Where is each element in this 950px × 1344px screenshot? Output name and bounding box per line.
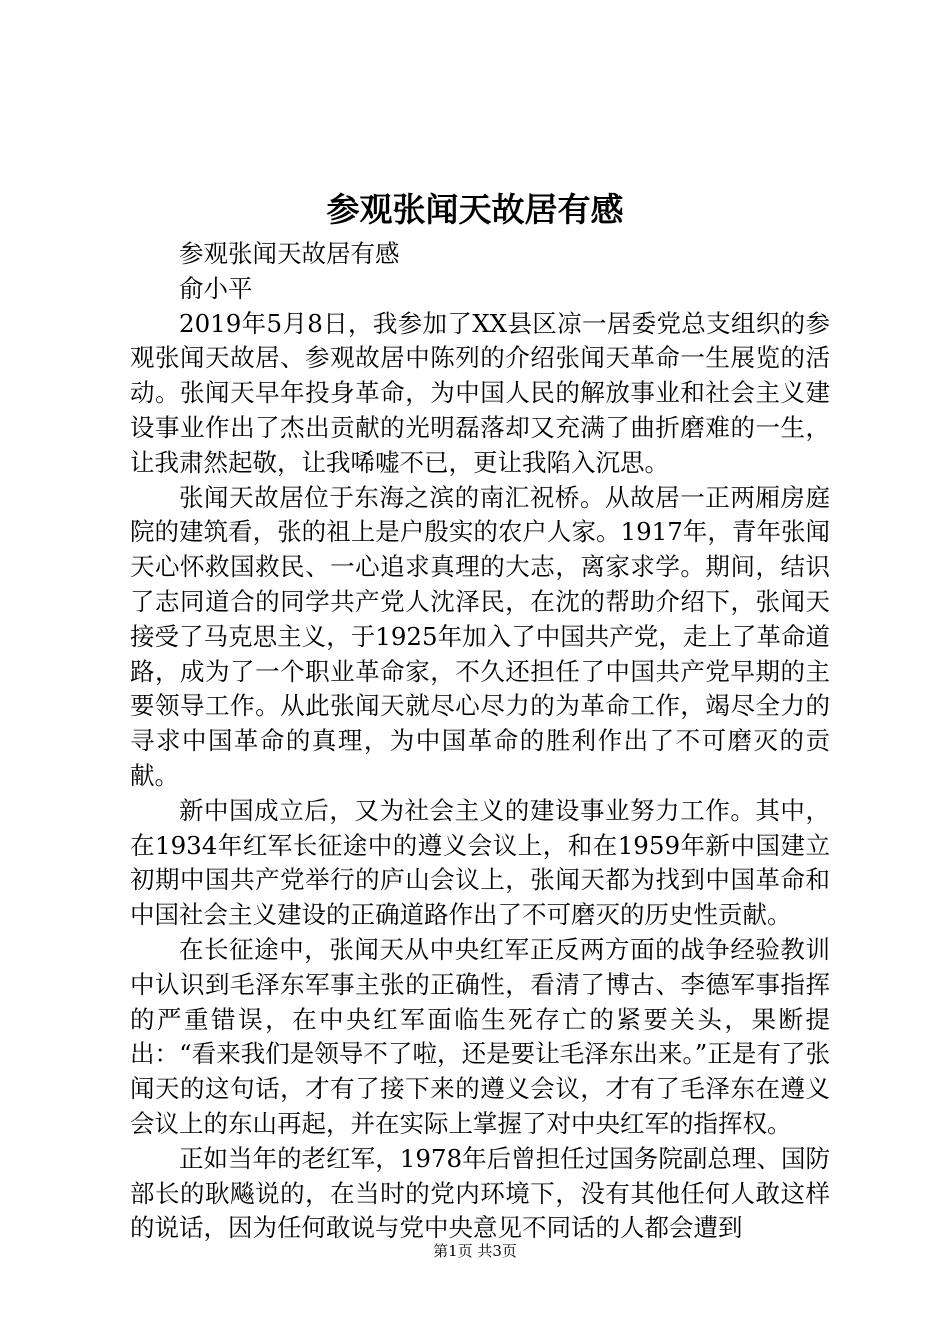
paragraph: 在长征途中，张闻天从中央红军正反两方面的战争经验教训中认识到毛泽东军事主张的正确性，看清了博古、李德军事指挥的严重错误，在中央红军面临生死存亡的紧要关头，果断提出：“看来我们是领导不了啦，还是要让毛泽东出来。”正是有了张闻天的这句话，才有了接下来的遵义会议，才有了毛泽东在遵义会议上的东山再起，并在实际上掌握了对中央红军的指挥权。 [130, 934, 830, 1138]
page-footer: 第1页 共3页 [433, 1242, 517, 1260]
subtitle-line: 参观张闻天故居有感 [179, 239, 400, 268]
paragraph: 正如当年的老红军，1978年后曾担任过国务院副总理、国防部长的耿飚说的，在当时的党内环境下，没有其他任何人敢这样的说话，因为任何敢说与党中央意见不同话的人都会遭到 [130, 1143, 830, 1243]
author-line: 俞小平 [179, 273, 253, 303]
paragraph: 2019年5月8日，我参加了XX县区凉一居委党总支组织的参观张闻天故居、参观故居中陈列的介绍张闻天革命一生展览的活动。张闻天早年投身革命，为中国人民的解放事业和社会主义建设事业作出了杰出贡献的光明磊落却又充满了曲折磨难的一生，让我肃然起敬，让我唏嘘不已，更让我陷入沉思。 [130, 308, 830, 477]
paragraph: 新中国成立后，又为社会主义的建设事业努力工作。其中，在1934年红军长征途中的遵义会议上，和在1959年新中国建立初期中国共产党举行的庐山会议上，张闻天都为找到中国革命和中国社会主义建设的正确道路作出了不可磨灭的历史性贡献。 [130, 795, 830, 930]
page-title: 参观张闻天故居有感 [326, 190, 624, 229]
document-body [130, 237, 830, 1246]
paragraph: 张闻天故居位于东海之滨的南汇祝桥。从故居一正两厢房庭院的建筑看，张的祖上是户殷实的农户人家。1917年，青年张闻天心怀救国救民、一心追求真理的大志，离家求学。期间，结识了志同道合的同学共产党人沈泽民，在沈的帮助介绍下，张闻天接受了马克思主义，于1925年加入了中国共产党，走上了革命道路，成为了一个职业革命家，不久还担任了中国共产党早期的主要领导工作。从此张闻天就尽心尽力的为革命工作，竭尽全力的寻求中国革命的真理，为中国革命的胜利作出了不可磨灭的贡献。 [130, 482, 830, 790]
